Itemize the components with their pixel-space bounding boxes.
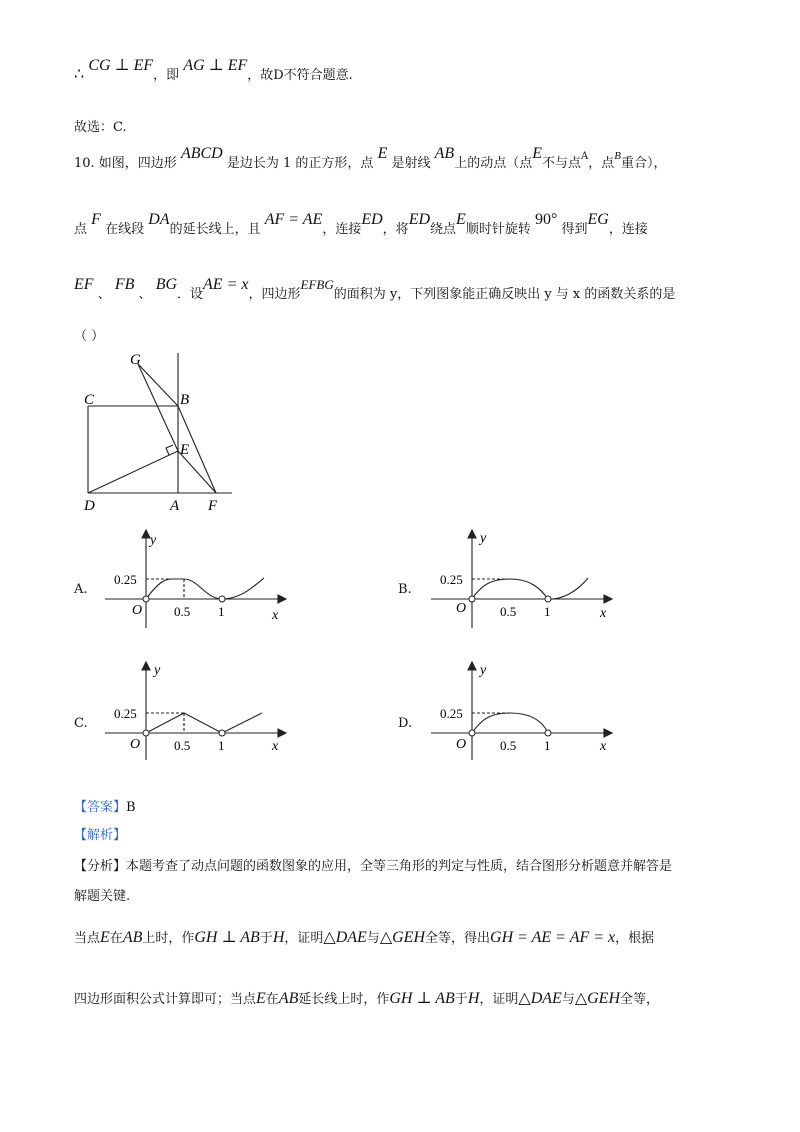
math-abcd: ABCD [180,145,223,162]
x-axis-label: x [600,606,607,621]
math-fb: FB [114,276,135,293]
text: 、 [97,287,111,302]
math-ag-perp-ef: AG ⊥ EF [183,57,248,74]
text: 顺时针旋转 [465,222,531,237]
ytick-label: 0.25 [114,572,137,587]
math-h: H [272,929,285,946]
xtick-label: 0.5 [174,604,191,619]
ytick-label: 0.25 [114,706,137,721]
math-tri-geh: △GEH [379,929,425,946]
math-e: E [456,211,466,228]
text: ，即 [153,68,180,83]
text: ，连接 [322,222,362,237]
option-d-graph[interactable] [426,660,626,775]
analysis-tag: 【解析】 [74,828,127,843]
label-f: F [208,498,218,514]
label-b: B [180,392,190,408]
math-e: E [377,145,388,162]
analysis-p2: 解题关键. [74,889,131,904]
math-efbg: EFBG [300,277,334,292]
text: ，证明 [284,931,324,946]
origin-label: O [132,603,143,618]
x-axis-label: x [600,739,607,754]
text: ，将 [382,222,409,237]
option-c-graph[interactable] [100,660,300,775]
math-ab: AB [278,990,299,1007]
text: 在 [109,931,123,946]
option-a-label[interactable]: A. [74,582,88,597]
text: ，连接 [608,222,648,237]
math-eg: EG [587,211,609,228]
text: 是射线 [391,156,431,171]
text: 在 [265,992,279,1007]
text: 10. 如图，四边形 [74,156,177,171]
text: ．设 [177,287,204,302]
label-g: G [130,352,141,368]
xtick-label: 1 [544,738,551,753]
xtick-label: 1 [544,604,551,619]
math-tri-geh: △GEH [574,990,620,1007]
line-choice: 故选：C. [74,120,127,135]
math-b: B [614,150,621,162]
xtick-label: 0.5 [500,604,517,619]
option-a-graph[interactable] [100,528,300,643]
answer-tag: 【答案】 [74,800,127,815]
math-ef: EF [74,276,94,293]
math-gh-eq: GH = AE = AF = x [490,929,616,946]
y-axis-label: y [480,663,487,678]
question-10-line-3 [74,276,676,303]
text: 得到 [561,222,588,237]
text: 绕点 [430,222,457,237]
math-ae-eq-x: AE = x [203,276,249,293]
math-tri-dae: △DAE [518,990,562,1007]
origin-label: O [456,601,467,616]
analysis-line-4 [74,988,659,1008]
math-f: F [91,211,101,228]
text: 与 [561,992,575,1007]
xtick-label: 0.5 [174,738,191,753]
text: 在线段 [105,222,145,237]
text: 上的动点（点 [454,156,533,171]
math-af-eq-ae: AF = AE [264,211,323,228]
label-c: C [84,392,95,408]
text: ，故D不符合题意. [247,68,353,83]
text: 当点 [74,931,101,946]
text: 的面积为 y，下列图象能正确反映出 y 与 x 的函数关系的是 [333,287,676,302]
question-10-line-2 [74,211,648,238]
y-axis-label: y [150,533,157,548]
option-c-label[interactable]: C. [74,716,88,731]
math-bg: BG [155,276,178,293]
xtick-label: 1 [218,604,225,619]
text: 的延长线上，且 [169,222,261,237]
math-ab: AB [122,929,143,946]
origin-label: O [130,737,141,752]
math-h: H [467,990,480,1007]
line-conclusion [74,57,353,84]
text: ，根据 [615,931,655,946]
analysis-line-3 [74,927,654,947]
segment-ge [138,364,178,451]
text: ，四边形 [248,287,301,302]
question-10-line-1 [74,145,667,172]
math-tri-dae: △DAE [323,929,367,946]
math-a: A [581,151,589,162]
math-ed: ED [408,211,431,228]
text: 是边长为 1 的正方形，点 [226,156,374,171]
origin-label: O [456,737,467,752]
ytick-label: 0.25 [440,706,463,721]
math-da: DA [148,211,170,228]
option-b-label[interactable]: B. [398,582,412,597]
label-e: E [180,442,190,458]
text: 不与点 [541,156,581,171]
ytick-label: 0.25 [440,572,463,587]
y-axis-label: y [154,663,161,678]
math-e: E [256,990,266,1007]
x-axis-label: x [272,608,279,623]
math-e: E [100,929,110,946]
segment-gb [138,364,178,406]
text: 与 [366,931,380,946]
text: 于 [454,992,468,1007]
question-paren: （ ） [74,329,105,344]
analysis-p1: 【分析】本题考查了动点问题的函数图象的应用，全等三角形的判定与性质，结合图形分析题意并解答是 [74,859,673,874]
text: 于 [259,931,273,946]
segment-de [88,451,178,493]
x-axis-label: x [272,739,279,754]
text: ，证明 [479,992,519,1007]
text: 上时，作 [142,931,195,946]
math-ed: ED [361,211,383,228]
math-cg-perp-ef: CG ⊥ EF [88,57,154,74]
label-d: D [84,498,95,514]
text: 全等， [620,992,660,1007]
math-90-degrees: 90° [534,211,558,228]
text: 重合）， [620,156,667,171]
text: 全等，得出 [425,931,491,946]
geometry-figure [80,348,250,518]
label-a: A [170,498,180,514]
xtick-label: 1 [218,738,225,753]
xtick-label: 0.5 [500,738,517,753]
answer-line [74,796,136,815]
therefore-symbol: ∴ [74,64,85,83]
text: 点 [74,222,88,237]
option-d-label[interactable]: D. [398,716,413,731]
text: 延长线上时，作 [298,992,390,1007]
answer-value: B [126,800,136,815]
text: ，点 [588,156,615,171]
option-b-graph[interactable] [426,528,626,643]
text: 四边形面积公式计算即可；当点 [74,992,257,1007]
math-ab: AB [434,145,455,162]
math-e: E [532,145,542,162]
text: 、 [138,287,152,302]
y-axis-label: y [480,531,487,546]
math-gh-perp-ab: GH ⊥ AB [194,929,260,946]
math-gh-perp-ab: GH ⊥ AB [389,990,455,1007]
